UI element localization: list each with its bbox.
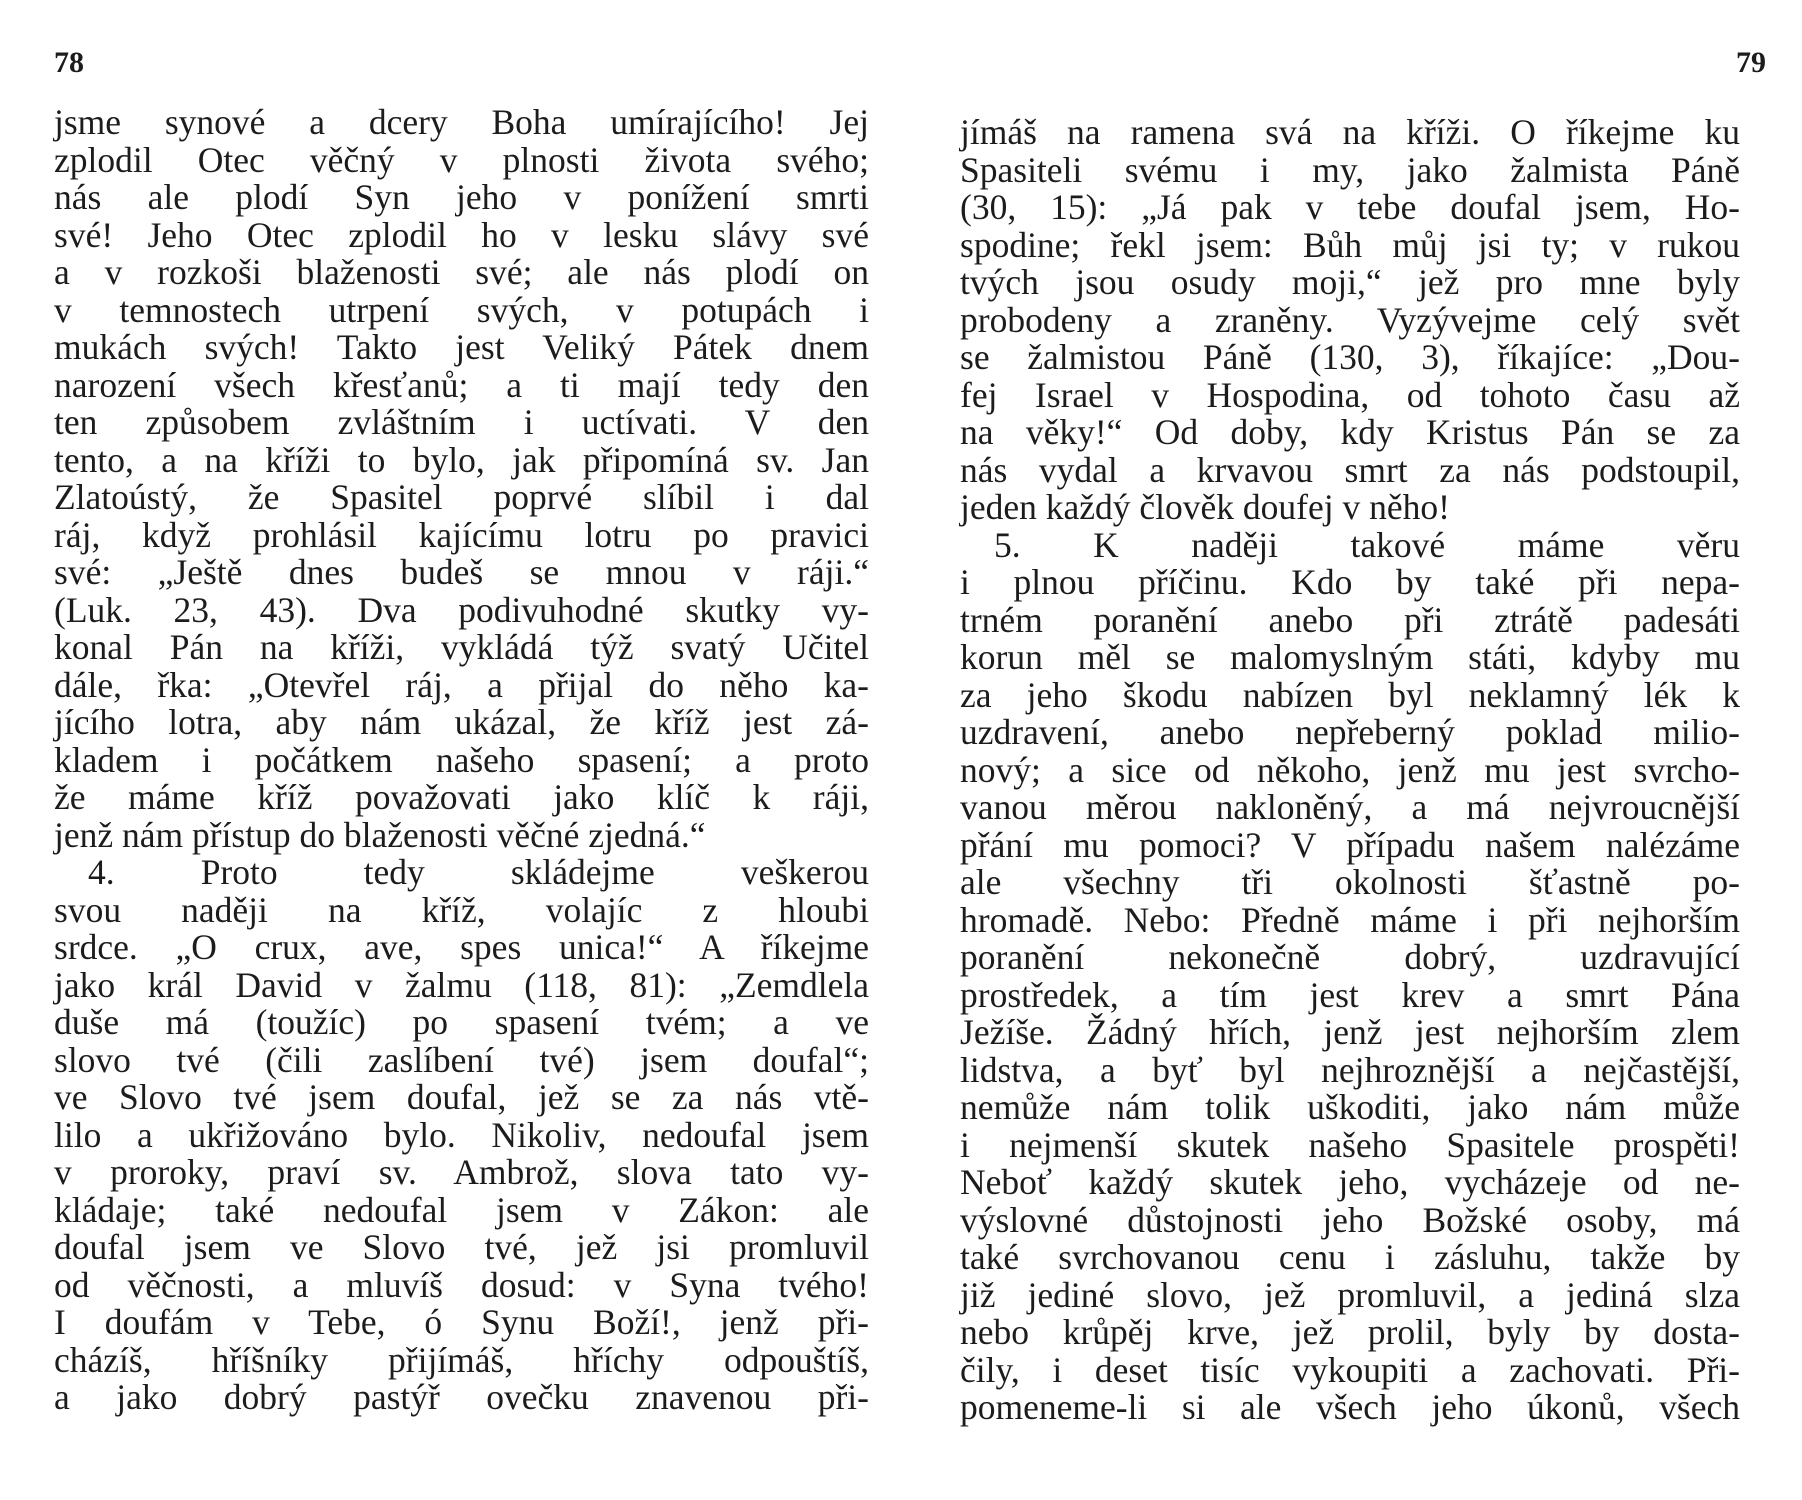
text-line: jako král David v žalmu (118, 81): „Zemdlela	[54, 964, 869, 1005]
text-line: na věky!“ Od doby, kdy Kristus Pán se za	[960, 412, 1740, 452]
text-line: (Luk. 23, 43). Dva podivuhodné skutky vy-	[54, 589, 869, 630]
text-line: kladem i počátkem našeho spasení; a proto	[54, 739, 869, 780]
text-line: konal Pán na kříži, vykládá týž svatý Učitel	[54, 627, 869, 667]
text-line: slovo tvé (čili zaslíbení tvé) jsem doufal“;	[54, 1039, 869, 1080]
text-line: ten způsobem zvláštním i uctívati. V den	[54, 402, 869, 442]
text-line: se žalmistou Páně (130, 3), říkajíce: „Dou-	[960, 337, 1740, 377]
text-line: nový; a sice od někoho, jenž mu jest svrcho-	[960, 749, 1740, 790]
text-line: Zlatoústý, že Spasitel poprvé slíbil i dal	[54, 477, 869, 517]
text-line: tvých jsou osudy moji,“ jež pro mne byly	[960, 262, 1740, 302]
text-line: svou naději na kříž, volajíc z hloubi	[54, 889, 869, 930]
text-line: mukách svých! Takto jest Veliký Pátek dnem	[54, 327, 869, 367]
text-line: hromadě. Nebo: Předně máme i při nejhorším	[960, 899, 1740, 940]
text-line: nás ale plodí Syn jeho v ponížení smrti	[54, 177, 869, 217]
text-line: pomeneme-li si ale všech jeho úkonů, všech	[960, 1387, 1740, 1427]
text-line: spodine; řekl jsem: Bůh můj jsi ty; v rukou	[960, 224, 1740, 265]
text-line: v temnostech utrpení svých, v potupách i	[54, 289, 869, 330]
text-line: přání mu pomoci? V případu našem nalézáme	[960, 824, 1740, 865]
text-line: 5. K naději takové máme věru	[994, 524, 1740, 565]
text-line: 4. Proto tedy skládejme veškerou	[88, 852, 869, 892]
left-page	[0, 0, 900, 1500]
text-line: ráj, když prohlásil kajícímu lotru po pravici	[54, 514, 869, 555]
text-line: své: „Ještě dnes budeš se mnou v ráji.“	[54, 552, 869, 592]
text-line: v proroky, praví sv. Ambrož, slova tato vy-	[54, 1152, 869, 1192]
text-line: jenž nám přístup do blaženosti věčné zjedná.“	[54, 814, 706, 855]
text-line: lidstva, a byť byl nejhroznější a nejčastější,	[960, 1049, 1740, 1090]
text-line: jímáš na ramena svá na kříži. O říkejme ku	[960, 112, 1740, 152]
text-line: nebo krůpěj krve, jež prolil, byly by dosta-	[960, 1312, 1740, 1352]
text-line: korun měl se malomyslným státi, kdyby mu	[960, 637, 1740, 677]
text-line: Spasiteli svému i my, jako žalmista Páně	[960, 149, 1740, 190]
text-line: od věčnosti, a mluvíš dosud: v Syna tvého!	[54, 1264, 869, 1305]
page-number: 78	[54, 46, 84, 79]
text-line: také svrchovanou cenu i zásluhu, takže by	[960, 1237, 1740, 1277]
text-column	[960, 114, 1740, 1427]
text-line: vanou měrou nakloněný, a má nejvroucnější	[960, 787, 1740, 827]
text-line: (30, 15): „Já pak v tebe doufal jsem, Ho-	[960, 187, 1740, 227]
text-line: kládaje; také nedoufal jsem v Zákon: ale	[54, 1189, 869, 1230]
text-line: lilo a ukřižováno bylo. Nikoliv, nedoufal jsem	[54, 1114, 869, 1155]
text-line: nás vydal a krvavou smrt za nás podstoupil,	[960, 449, 1740, 490]
text-line: prostředek, a tím jest krev a smrt Pána	[960, 974, 1740, 1015]
text-line: již jediné slovo, jež promluvil, a jediná slza	[960, 1274, 1740, 1315]
text-line: probodeny a zraněny. Vyzývejme celý svět	[960, 299, 1740, 340]
text-line: uzdravení, anebo nepřeberný poklad milio-	[960, 712, 1740, 752]
text-line: ve Slovo tvé jsem doufal, jež se za nás vtě-	[54, 1077, 869, 1117]
text-line: trném poranění anebo při ztrátě padesáti	[960, 599, 1740, 640]
right-page	[900, 0, 1802, 1500]
text-line: duše má (toužíc) po spasení tvém; a ve	[54, 1002, 869, 1042]
text-line: a jako dobrý pastýř ovečku znavenou při-	[54, 1377, 869, 1417]
text-line: čily, i deset tisíc vykoupiti a zachovati. Při-	[960, 1349, 1740, 1390]
text-line: jeden každý člověk doufej v něho!	[960, 487, 1450, 527]
text-line: že máme kříž považovati jako klíč k ráji,	[54, 777, 869, 817]
text-line: I doufám v Tebe, ó Synu Boží!, jenž při-	[54, 1302, 869, 1342]
text-column	[54, 104, 869, 1417]
text-line: fej Israel v Hospodina, od tohoto času až	[960, 374, 1740, 415]
text-line: doufal jsem ve Slovo tvé, jež jsi promluvil	[54, 1227, 869, 1267]
text-line: výslovné důstojnosti jeho Božské osoby, má	[960, 1199, 1740, 1240]
text-line: jícího lotra, aby nám ukázal, že kříž jest zá-	[54, 702, 869, 742]
text-line: tento, a na kříži to bylo, jak připomíná sv. Jan	[54, 439, 869, 480]
page-number: 79	[1736, 46, 1766, 79]
text-line: i nejmenší skutek našeho Spasitele prospěti!	[960, 1124, 1740, 1165]
text-line: ale všechny tři okolnosti šťastně po-	[960, 862, 1740, 902]
text-line: i plnou příčinu. Kdo by také při nepa-	[960, 562, 1740, 602]
text-line: své! Jeho Otec zplodil ho v lesku slávy své	[54, 214, 869, 255]
text-line: nemůže nám tolik uškoditi, jako nám může	[960, 1087, 1740, 1127]
text-line: narození všech křesťanů; a ti mají tedy den	[54, 364, 869, 405]
text-line: Ježíše. Žádný hřích, jenž jest nejhorším zlem	[960, 1012, 1740, 1052]
text-line: za jeho škodu nabízen byl neklamný lék k	[960, 674, 1740, 715]
text-line: jsme synové a dcery Boha umírajícího! Jej	[54, 102, 869, 142]
text-line: a v rozkoši blaženosti své; ale nás plodí on	[54, 252, 869, 292]
text-line: zplodil Otec věčný v plnosti života svého;	[54, 139, 869, 180]
text-line: srdce. „O crux, ave, spes unica!“ A říkejme	[54, 927, 869, 967]
text-line: dále, řka: „Otevřel ráj, a přijal do něho ka-	[54, 664, 869, 705]
text-line: Neboť každý skutek jeho, vycházeje od ne-	[960, 1162, 1740, 1202]
text-line: cházíš, hříšníky přijímáš, hříchy odpouštíš,	[54, 1339, 869, 1380]
text-line: poranění nekonečně dobrý, uzdravující	[960, 937, 1740, 977]
